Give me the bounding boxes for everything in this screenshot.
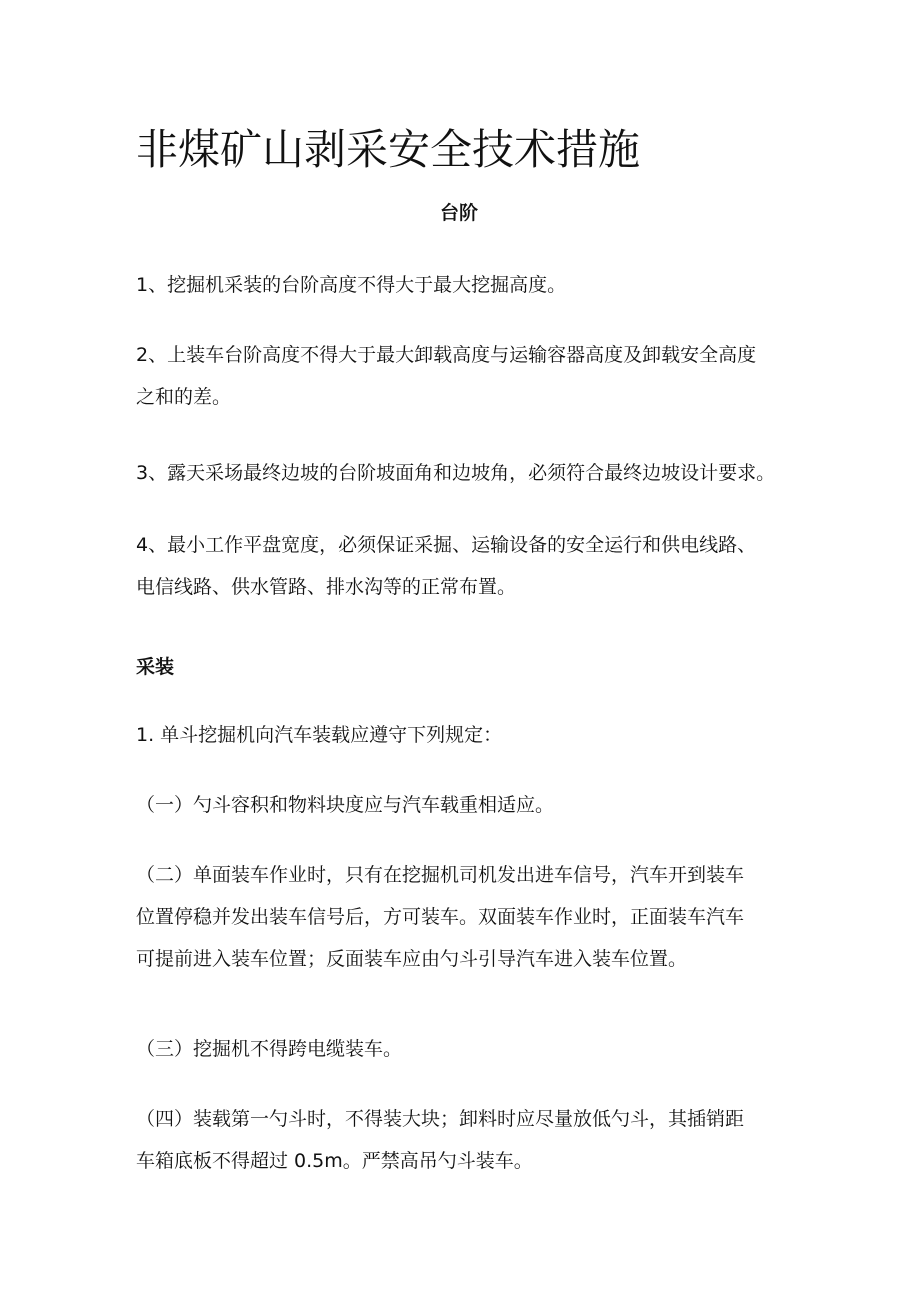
document-title: 非煤矿山剥采安全技术措施 [136,125,641,174]
paragraph-line: （二）单面装车作业时，只有在挖掘机司机发出进车信号，汽车开到装车 [136,864,745,886]
paragraph-line: （一）勺斗容积和物料块度应与汽车载重相适应。 [136,794,555,816]
paragraph-loading-rule-4 [136,1098,796,1182]
paragraph-line: 之和的差。 [136,386,232,408]
paragraph-line: 位置停稳并发出装车信号后，方可装车。双面装车作业时，正面装车汽车 [136,906,745,928]
paragraph-line: 1、挖掘机采装的台阶高度不得大于最大挖掘高度。 [136,274,567,296]
paragraph-step-2 [136,334,796,418]
paragraph-step-4 [136,524,796,608]
paragraph-line: 1. 单斗挖掘机向汽车装载应遵守下列规定： [136,724,503,746]
paragraph-line: （三）挖掘机不得跨电缆装车。 [136,1038,403,1060]
paragraph-loading-rule-2 [136,854,796,980]
paragraph-loading-rule-3 [136,1028,796,1070]
paragraph-loading-rule-1 [136,784,796,826]
paragraph-step-1 [136,264,796,306]
paragraph-line: 3、露天采场最终边坡的台阶坡面角和边坡角，必须符合最终边坡设计要求。 [136,462,776,484]
section-heading-steps: 台阶 [440,202,479,224]
paragraph-line: 车箱底板不得超过 0.5m。严禁高吊勺斗装车。 [136,1150,533,1172]
paragraph-line: 可提前进入装车位置；反面装车应由勺斗引导汽车进入装车位置。 [136,948,688,970]
paragraph-step-3 [136,452,796,494]
paragraph-line: 电信线路、供水管路、排水沟等的正常布置。 [136,576,517,598]
section-heading-loading: 采装 [136,656,175,678]
paragraph-line: 4、最小工作平盘宽度，必须保证采掘、运输设备的安全运行和供电线路、 [136,534,757,556]
paragraph-loading-rule-intro [136,714,796,756]
paragraph-line: （四）装载第一勺斗时，不得装大块；卸料时应尽量放低勺斗，其插销距 [136,1108,745,1130]
paragraph-line: 2、上装车台阶高度不得大于最大卸载高度与运输容器高度及卸载安全高度 [136,344,757,366]
